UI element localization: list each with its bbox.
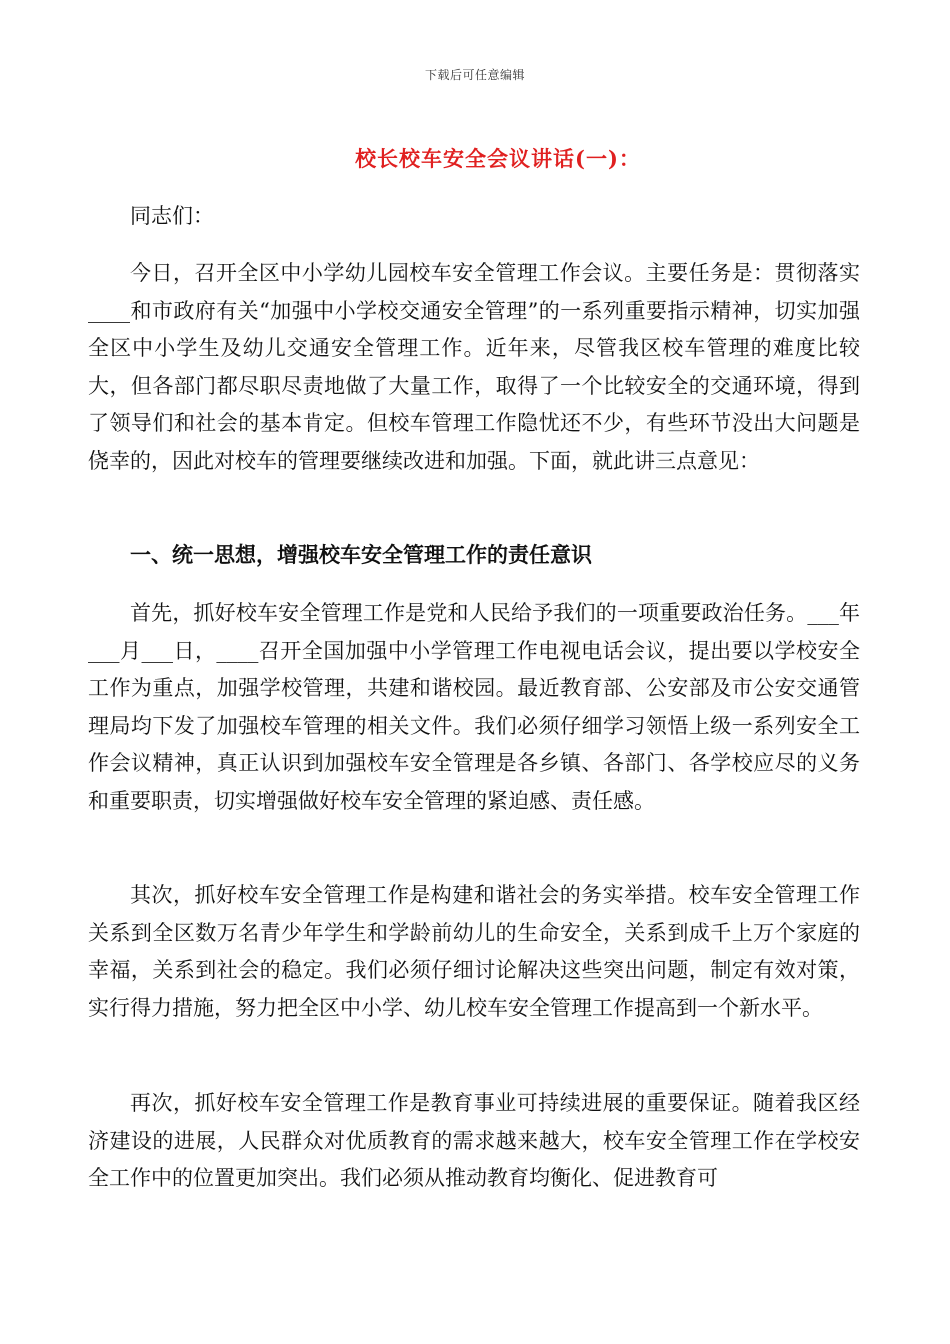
paragraph-4	[88, 1085, 860, 1198]
paragraph-2-text: 首先，抓好校车安全管理工作是党和人民给予我们的一项重要政治任务。___年___月___日，____召开全国加强中小学管理工作电视电话会议，提出要以学校安全工作为重点，加强学校管理，共建和谐校园。最近教育部、公安部及市公安交通管理局均下发了加强校车管理的相关文件。我们必须仔细学习领悟上级一系列安全工作会议精神，真正认识到加强校车安全管理是各乡镇、各部门、各学校应尽的义务和重要职责，切实增强做好校车安全管理的紧迫感、责任感。	[88, 601, 860, 813]
section-heading-1-text: 一、统一思想，增强校车安全管理工作的责任意识	[130, 542, 592, 567]
paragraph-3-text: 其次，抓好校车安全管理工作是构建和谐社会的务实举措。校车安全管理工作关系到全区数万名青少年学生和学龄前幼儿的生命安全，关系到成千上万个家庭的幸福，关系到社会的稳定。我们必须仔细讨论解决这些突出问题，制定有效对策，实行得力措施，努力把全区中小学、幼儿校车安全管理工作提高到一个新水平。	[88, 883, 860, 1020]
header-note: 下载后可任意编辑	[424, 68, 525, 82]
document-title: 校长校车安全会议讲话(一)：	[355, 146, 641, 171]
paragraph-3	[88, 877, 860, 1027]
section-heading-1	[88, 536, 860, 574]
greeting-text: 同志们：	[130, 204, 214, 228]
paragraph-1-text: 今日，召开全区中小学幼儿园校车安全管理工作会议。主要任务是：贯彻落实____和市政府有关“加强中小学校交通安全管理”的一系列重要指示精神，切实加强全区中小学生及幼儿交通安全管理工作。近年来，尽管我区校车管理的难度比较大，但各部门都尽职尽责地做了大量工作，取得了一个比较安全的交通环境，得到了领导们和社会的基本肯定。但校车管理工作隐忧还不少，有些环节没出大问题是侥幸的，因此对校车的管理要继续改进和加强。下面，就此讲三点意见：	[88, 261, 860, 473]
paragraph-4-text: 再次，抓好校车安全管理工作是教育事业可持续进展的重要保证。随着我区经济建设的进展，人民群众对优质教育的需求越来越大，校车安全管理工作在学校安全工作中的位置更加突出。我们必须从推动教育均衡化、促进教育可	[88, 1091, 860, 1190]
greeting	[88, 198, 860, 236]
paragraph-1	[88, 255, 860, 480]
paragraph-2	[88, 595, 860, 820]
